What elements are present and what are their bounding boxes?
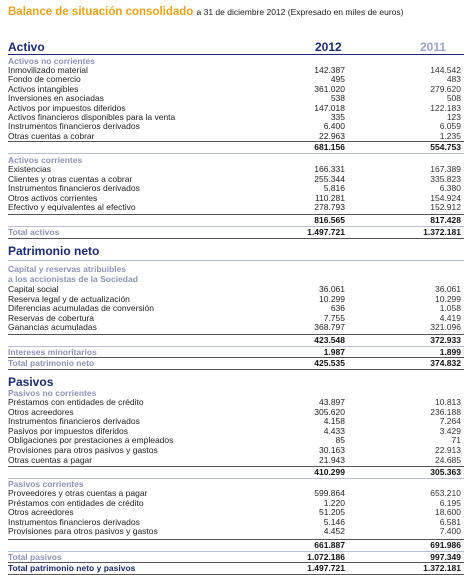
- total-row: Total activos 1.497.721 1.372.181: [8, 227, 461, 237]
- row-label: Provisiones para otros pasivos y gastos: [8, 445, 158, 455]
- line-item-row: [8, 488, 464, 498]
- row-label: Instrumentos financieros derivados: [8, 121, 140, 132]
- value-2011: 10.299: [435, 293, 461, 304]
- line-item-row: [8, 294, 464, 304]
- line-item-row: [8, 164, 464, 174]
- total-row: Total pasivos 1.072.186 997.349: [8, 552, 461, 562]
- line-item-row: [8, 174, 464, 184]
- value-2012: 255.344: [314, 173, 345, 184]
- value-2011: 1.235: [439, 130, 461, 141]
- value-2012: 43.897: [319, 397, 345, 407]
- value-2011: 122.183: [430, 102, 461, 113]
- title-main: Balance de situación consolidado: [8, 6, 194, 18]
- line-item-row: [8, 407, 464, 417]
- value-2012: 278.793: [314, 202, 345, 213]
- value-2012: 51.205: [319, 507, 345, 518]
- row-label: Otros acreedores: [8, 507, 74, 518]
- row-label: Existencias: [8, 164, 51, 174]
- value-2011: 6.059: [439, 121, 461, 132]
- value-2011: 144.542: [430, 65, 461, 75]
- value-2012: 305.620: [314, 406, 345, 417]
- row-label: Fondo de comercio: [8, 74, 81, 85]
- value-2012: 636: [330, 303, 345, 314]
- subtotal-row: 681.156 554.753: [314, 142, 461, 152]
- row-label: Clientes y otras cuentas a cobrar: [8, 173, 133, 184]
- row-label: Proveedores y otras cuentas a pagar: [8, 488, 148, 498]
- value-2012: 22.963: [319, 130, 345, 141]
- activo-title: Activo: [8, 40, 45, 54]
- value-2011: 10.813: [435, 397, 461, 407]
- divider: [8, 153, 464, 154]
- year-2011: 2011: [420, 40, 447, 54]
- line-item-row: [8, 435, 464, 445]
- value-2012: 335: [330, 112, 345, 122]
- divider: [8, 260, 464, 261]
- value-2012: 5.146: [323, 516, 345, 527]
- section-header: Pasivos corrientes: [8, 479, 84, 489]
- row-label: Efectivo y equivalentes al efectivo: [8, 202, 136, 213]
- line-item-row: [8, 313, 464, 323]
- value-2012: 36.061: [319, 284, 345, 294]
- year-2012: 2012: [315, 40, 342, 54]
- minoritarios-row: Intereses minoritarios 1.987 1.899: [8, 347, 461, 357]
- value-2011: 123: [446, 112, 461, 122]
- value-2011: 653.210: [430, 488, 461, 498]
- value-2012: 1.220: [323, 497, 345, 508]
- value-2011: 7.264: [439, 416, 461, 427]
- value-2011: 3.429: [439, 425, 461, 436]
- row-label: Obligaciones por prestaciones a empleados: [8, 435, 174, 446]
- value-2011: 24.685: [435, 454, 461, 465]
- value-2011: 152.912: [430, 202, 461, 213]
- value-2011: 6.380: [439, 183, 461, 194]
- value-2012: 599.864: [314, 488, 345, 498]
- subtotal-row: 423.548 372.933: [314, 335, 461, 345]
- row-label: Diferencias acumuladas de conversión: [8, 303, 154, 314]
- line-item-row: [8, 397, 464, 407]
- value-2012: 147.018: [314, 102, 345, 113]
- line-item-row: [8, 303, 464, 313]
- value-2011: 71: [451, 435, 461, 446]
- subtotal-row: 661.887 691.986: [314, 540, 461, 550]
- total-row: Total patrimonio neto 425.535 374.832: [8, 358, 461, 368]
- value-2011: 6.195: [439, 497, 461, 508]
- value-2011: 154.924: [430, 192, 461, 203]
- title-subtitle: a 31 de diciembre 2012 (Expresado en miles de euros): [196, 7, 404, 17]
- value-2011: 6.581: [439, 516, 461, 527]
- value-2011: 36.061: [435, 284, 461, 294]
- row-label: Instrumentos financieros derivados: [8, 183, 140, 194]
- divider: [8, 369, 464, 370]
- value-2012: 85: [335, 435, 345, 446]
- value-2011: 167.389: [430, 164, 461, 174]
- value-2011: 22.913: [435, 445, 461, 455]
- activo-header: [8, 40, 464, 55]
- value-2012: 10.299: [319, 293, 345, 304]
- value-2012: 142.387: [314, 65, 345, 75]
- row-label: Préstamos con entidades de crédito: [8, 497, 144, 508]
- value-2012: 538: [330, 93, 345, 104]
- value-2012: 7.755: [323, 312, 345, 323]
- value-2011: 1.058: [439, 303, 461, 314]
- value-2012: 368.797: [314, 322, 345, 333]
- row-label: Otros acreedores: [8, 406, 74, 417]
- value-2011: 236.188: [430, 406, 461, 417]
- value-2012: 4.158: [323, 416, 345, 427]
- row-label: Activos intangibles: [8, 83, 79, 94]
- line-item-row: [8, 202, 464, 212]
- row-label: Préstamos con entidades de crédito: [8, 397, 144, 407]
- row-label: Activos financieros disponibles para la venta: [8, 112, 176, 122]
- line-item-row: [8, 416, 464, 426]
- row-label: Capital social: [8, 284, 59, 294]
- value-2012: 361.020: [314, 83, 345, 94]
- value-2011: 7.400: [439, 526, 461, 537]
- line-item-row: [8, 131, 464, 141]
- line-item-row: [8, 498, 464, 508]
- row-label: Otras cuentas a cobrar: [8, 130, 95, 141]
- line-item-row: [8, 526, 464, 536]
- row-label: Inversiones en asociadas: [8, 93, 104, 104]
- line-item-row: [8, 517, 464, 527]
- section-header: Capital y reservas atribuibles: [8, 264, 127, 274]
- row-label: Reservas de cobertura: [8, 312, 94, 323]
- value-2012: 495: [330, 74, 345, 85]
- line-item-row: [8, 183, 464, 193]
- value-2011: 18.600: [435, 507, 461, 518]
- line-item-row: [8, 507, 464, 517]
- section-header: Activos corrientes: [8, 155, 83, 165]
- grand-total-row: Total patrimonio neto y pasivos 1.497.721 1.372.181: [8, 563, 461, 573]
- line-item-row: [8, 193, 464, 203]
- subtotal-row: 816.565 817.428: [314, 215, 461, 225]
- value-2011: 4.419: [439, 312, 461, 323]
- value-2011: 483: [446, 74, 461, 85]
- value-2012: 110.281: [314, 192, 345, 203]
- value-2011: 508: [446, 93, 461, 104]
- value-2012: 6.400: [323, 121, 345, 132]
- row-label: Inmovilizado material: [8, 65, 88, 75]
- row-label: Instrumentos financieros derivados: [8, 516, 140, 527]
- pasivos-title: Pasivos: [8, 375, 54, 389]
- value-2012: 30.163: [319, 445, 345, 455]
- line-item-row: [8, 426, 464, 436]
- row-label: Activos por impuestos diferidos: [8, 102, 126, 113]
- row-label: Otros activos corrientes: [8, 192, 98, 203]
- row-label: Otras cuentas a pagar: [8, 454, 93, 465]
- value-2011: 335.823: [430, 173, 461, 184]
- value-2012: 166.331: [314, 164, 345, 174]
- row-label: Provisiones para otros pasivos y gastos: [8, 526, 158, 537]
- line-item-row: [8, 445, 464, 455]
- section-header: Activos no corrientes: [8, 56, 95, 66]
- line-item-row: [8, 455, 464, 465]
- row-label: Ganancias acumuladas: [8, 322, 97, 333]
- patrimonio-title: Patrimonio neto: [8, 244, 100, 258]
- value-2011: 321.096: [430, 322, 461, 333]
- value-2012: 4.433: [323, 425, 345, 436]
- section-header: a los accionistas de la Sociedad: [8, 274, 138, 284]
- line-item-row: [8, 322, 464, 332]
- row-label: Reserva legal y de actualización: [8, 293, 130, 304]
- subtotal-row: 410.299 305.363: [314, 467, 461, 477]
- divider: [8, 238, 464, 239]
- value-2012: 4.452: [323, 526, 345, 537]
- row-label: Instrumentos financieros derivados: [8, 416, 140, 427]
- row-label: Pasivos por impuestos diferidos: [8, 425, 129, 436]
- line-item-row: [8, 284, 464, 294]
- value-2011: 279.620: [430, 83, 461, 94]
- value-2012: 21.943: [319, 454, 345, 465]
- document-title: [8, 6, 403, 18]
- value-2012: 5.816: [323, 183, 345, 194]
- section-header: Pasivos no corrientes: [8, 388, 97, 398]
